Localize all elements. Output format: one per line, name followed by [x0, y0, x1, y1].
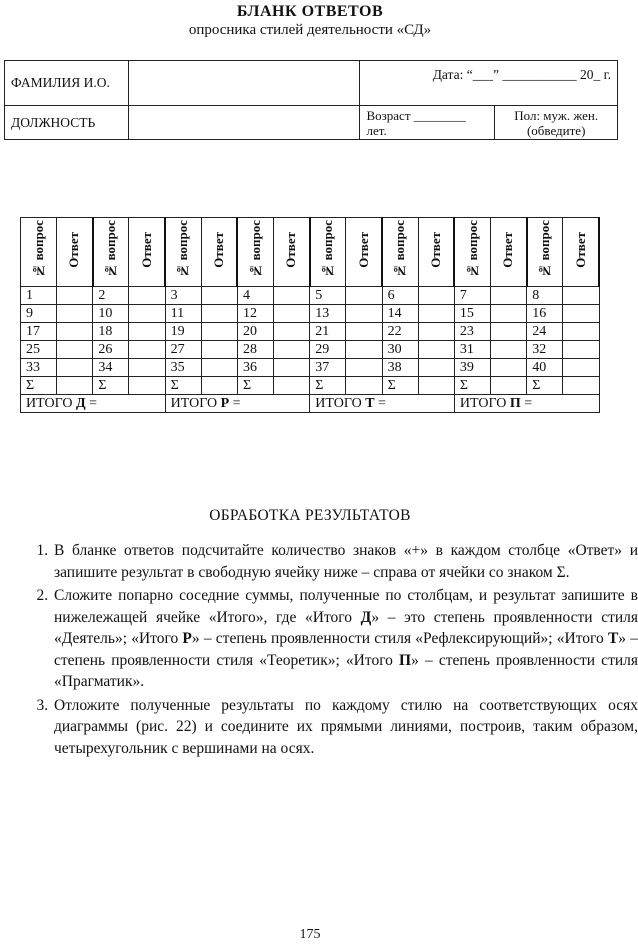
answer-header: Ответ	[563, 218, 599, 287]
question-number: 19	[165, 323, 201, 341]
age-field[interactable]: Возраст ________ лет.	[360, 106, 495, 140]
question-number: 18	[93, 323, 129, 341]
sum-value-cell[interactable]	[346, 377, 382, 395]
answer-cell[interactable]	[129, 323, 165, 341]
total-cell[interactable]: ИТОГО П =	[454, 395, 599, 413]
sex-field[interactable]	[495, 106, 618, 140]
question-number: 21	[310, 323, 346, 341]
sum-symbol: Σ	[382, 377, 418, 395]
answer-cell[interactable]	[418, 305, 454, 323]
question-number: 33	[21, 359, 57, 377]
question-number: 32	[527, 341, 563, 359]
sum-symbol: Σ	[527, 377, 563, 395]
answer-table	[20, 217, 600, 413]
question-number: 31	[454, 341, 490, 359]
question-number: 20	[237, 323, 273, 341]
answer-header: Ответ	[491, 218, 527, 287]
answer-cell[interactable]	[418, 341, 454, 359]
question-number-header: № вопрос	[310, 218, 346, 287]
question-number: 3	[165, 287, 201, 305]
answer-cell[interactable]	[274, 323, 310, 341]
answer-cell[interactable]	[201, 359, 237, 377]
sum-value-cell[interactable]	[418, 377, 454, 395]
question-number: 12	[237, 305, 273, 323]
sum-symbol: Σ	[454, 377, 490, 395]
question-number: 17	[21, 323, 57, 341]
answer-cell[interactable]	[491, 287, 527, 305]
answer-row	[21, 359, 600, 377]
question-number-header: № вопрос	[454, 218, 490, 287]
question-number: 2	[93, 287, 129, 305]
sum-value-cell[interactable]	[491, 377, 527, 395]
answer-cell[interactable]	[563, 305, 599, 323]
answer-row	[21, 305, 600, 323]
sum-value-cell[interactable]	[129, 377, 165, 395]
page-subtitle: опросника стилей деятельности «СД»	[188, 22, 432, 38]
step-2: 2. Сложите попарно соседние суммы, полученные по столбцам, и результат запишите в нижележащей ячейке «Итого», где «Итого Д» – это степень проявленности стиля «Деятель»; «Итого Р» – степень проявленности стиля «Рефлексирующий»; «Итого Т» – степень проявленности стиля «Теоретик»; «Итого П» – степень проявленности стиля «Прагматик».	[52, 585, 638, 693]
question-number: 40	[527, 359, 563, 377]
question-number: 37	[310, 359, 346, 377]
question-number-header: № вопрос	[382, 218, 418, 287]
processing-steps	[26, 540, 638, 761]
sex-options: Пол: муж. жен.	[514, 108, 599, 123]
position-field[interactable]	[129, 106, 360, 140]
sum-row	[21, 377, 600, 395]
answer-cell[interactable]	[57, 323, 93, 341]
question-number: 29	[310, 341, 346, 359]
question-number-header: № вопрос	[21, 218, 57, 287]
question-number: 14	[382, 305, 418, 323]
answer-cell[interactable]	[418, 359, 454, 377]
question-number: 1	[21, 287, 57, 305]
answer-header: Ответ	[201, 218, 237, 287]
processing-title: ОБРАБОТКА РЕЗУЛЬТАТОВ	[209, 507, 411, 524]
answer-cell[interactable]	[129, 305, 165, 323]
step-3: 3. Отложите полученные результаты по каждому стилю на соответствующих осях диаграммы (рис. 22) и соедините их прямыми линиями, построив, таким образом, четырехугольник с вершинами на осях.	[52, 695, 638, 760]
answer-cell[interactable]	[418, 323, 454, 341]
answer-header: Ответ	[129, 218, 165, 287]
answer-cell[interactable]	[274, 359, 310, 377]
answer-cell[interactable]	[57, 341, 93, 359]
question-number: 35	[165, 359, 201, 377]
question-number: 13	[310, 305, 346, 323]
answer-header: Ответ	[346, 218, 382, 287]
answer-cell[interactable]	[129, 359, 165, 377]
question-number: 27	[165, 341, 201, 359]
total-cell[interactable]: ИТОГО Р =	[165, 395, 310, 413]
answer-cell[interactable]	[346, 287, 382, 305]
answer-cell[interactable]	[563, 323, 599, 341]
step-1: 1. В бланке ответов подсчитайте количество знаков «+» в каждом столбце «Ответ» и запишите результат в свободную ячейку ниже – справа от ячейки со знаком Σ.	[52, 540, 638, 583]
answer-cell[interactable]	[201, 323, 237, 341]
question-number: 10	[93, 305, 129, 323]
question-number-header: № вопрос	[93, 218, 129, 287]
answer-row	[21, 287, 600, 305]
answer-cell[interactable]	[274, 287, 310, 305]
answer-cell[interactable]	[563, 341, 599, 359]
answer-cell[interactable]	[491, 341, 527, 359]
sum-value-cell[interactable]	[274, 377, 310, 395]
total-cell[interactable]: ИТОГО Д =	[21, 395, 166, 413]
answer-cell[interactable]	[201, 287, 237, 305]
answer-cell[interactable]	[346, 323, 382, 341]
page-title: БЛАНК ОТВЕТОВ	[236, 3, 384, 20]
sum-symbol: Σ	[21, 377, 57, 395]
question-number: 8	[527, 287, 563, 305]
question-number: 22	[382, 323, 418, 341]
total-cell[interactable]: ИТОГО Т =	[310, 395, 455, 413]
question-number: 7	[454, 287, 490, 305]
answer-row	[21, 323, 600, 341]
answer-cell[interactable]	[346, 341, 382, 359]
page-number: 175	[299, 927, 321, 942]
answer-cell[interactable]	[491, 359, 527, 377]
answer-cell[interactable]	[129, 341, 165, 359]
question-number: 39	[454, 359, 490, 377]
question-number: 4	[237, 287, 273, 305]
answer-cell[interactable]	[563, 359, 599, 377]
answer-cell[interactable]	[129, 287, 165, 305]
answer-cell[interactable]	[57, 305, 93, 323]
question-number: 5	[310, 287, 346, 305]
answer-cell[interactable]	[491, 305, 527, 323]
answer-header: Ответ	[57, 218, 93, 287]
sum-symbol: Σ	[237, 377, 273, 395]
question-number-header: № вопрос	[527, 218, 563, 287]
answer-cell[interactable]	[346, 305, 382, 323]
answer-cell[interactable]	[346, 359, 382, 377]
question-number: 36	[237, 359, 273, 377]
sum-value-cell[interactable]	[201, 377, 237, 395]
question-number: 11	[165, 305, 201, 323]
date-field[interactable]: Дата: “___” ___________ 20_ г.	[360, 61, 618, 106]
question-number: 28	[237, 341, 273, 359]
question-number: 30	[382, 341, 418, 359]
answer-cell[interactable]	[274, 305, 310, 323]
position-label: ДОЛЖНОСТЬ	[5, 106, 129, 140]
answer-table-header	[21, 218, 600, 287]
personal-info-form	[4, 60, 618, 140]
sum-symbol: Σ	[165, 377, 201, 395]
question-number: 6	[382, 287, 418, 305]
sex-note: (обведите)	[526, 123, 586, 138]
answer-cell[interactable]	[201, 305, 237, 323]
question-number: 9	[21, 305, 57, 323]
sum-value-cell[interactable]	[563, 377, 599, 395]
question-number: 38	[382, 359, 418, 377]
surname-label: ФАМИЛИЯ И.О.	[5, 61, 129, 106]
answer-cell[interactable]	[563, 287, 599, 305]
question-number: 26	[93, 341, 129, 359]
answer-cell[interactable]	[491, 323, 527, 341]
answer-header: Ответ	[418, 218, 454, 287]
question-number-header: № вопрос	[165, 218, 201, 287]
answer-cell[interactable]	[274, 341, 310, 359]
question-number: 34	[93, 359, 129, 377]
answer-header: Ответ	[274, 218, 310, 287]
sum-symbol: Σ	[310, 377, 346, 395]
question-number-header: № вопрос	[237, 218, 273, 287]
question-number: 16	[527, 305, 563, 323]
answer-cell[interactable]	[57, 287, 93, 305]
question-number: 24	[527, 323, 563, 341]
answer-cell[interactable]	[418, 287, 454, 305]
question-number: 15	[454, 305, 490, 323]
answer-cell[interactable]	[57, 359, 93, 377]
question-number: 25	[21, 341, 57, 359]
answer-row	[21, 341, 600, 359]
totals-row	[21, 395, 600, 413]
answer-sheet	[20, 217, 600, 413]
question-number: 23	[454, 323, 490, 341]
answer-cell[interactable]	[201, 341, 237, 359]
sum-symbol: Σ	[93, 377, 129, 395]
surname-field[interactable]	[129, 61, 360, 106]
sum-value-cell[interactable]	[57, 377, 93, 395]
